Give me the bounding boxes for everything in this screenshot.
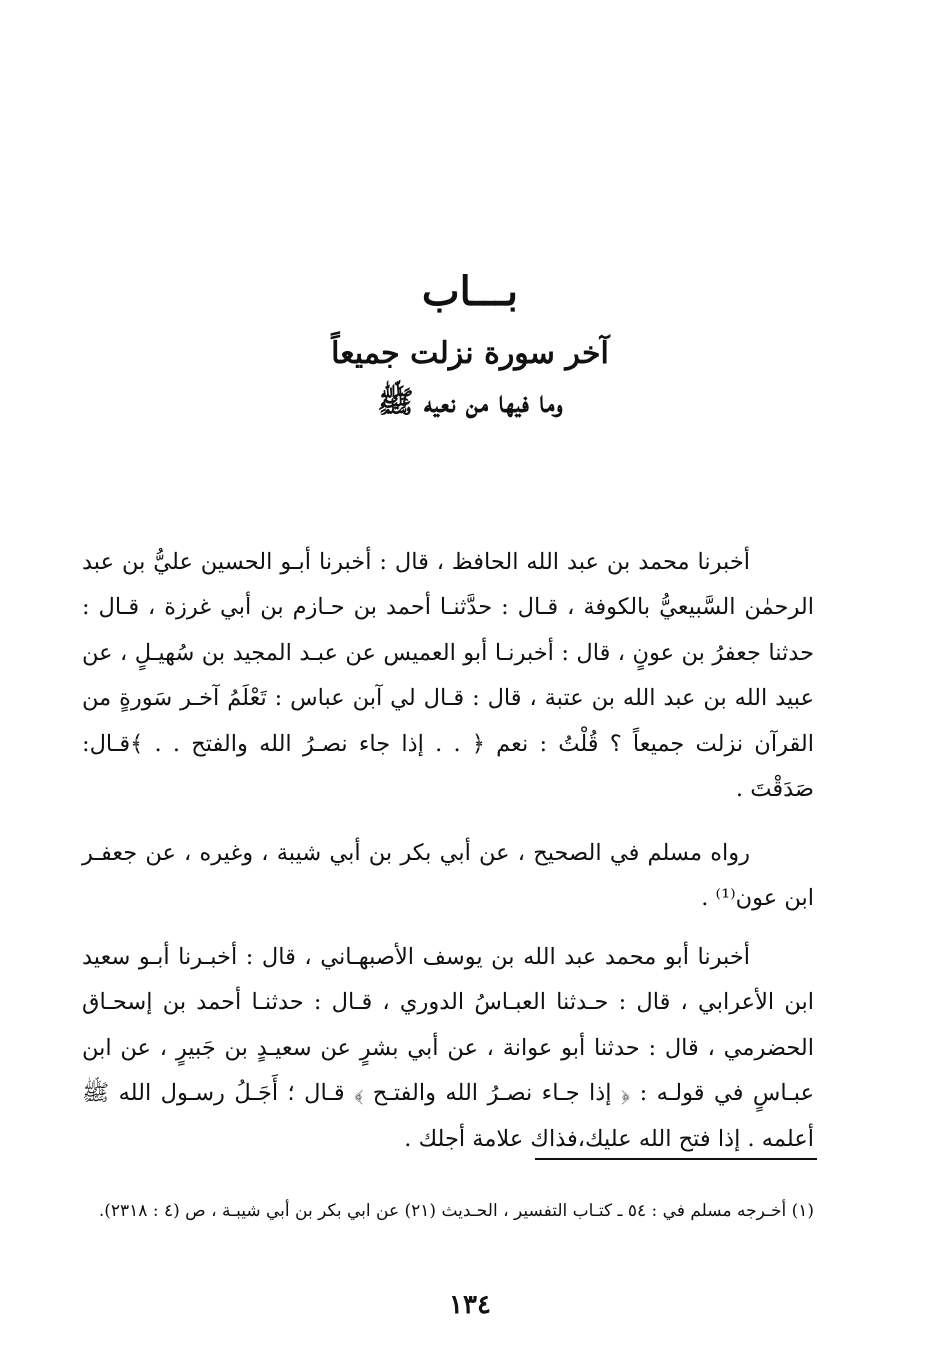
footnote-separator — [535, 1158, 817, 1160]
paragraph-2: رواه مسلم في الصحيح ، عن أبي بكر بن أبي شيبة ، وغيره ، عن جعفـر ابن عون⁽¹⁾ . — [82, 839, 814, 912]
chapter-title-line-1: آخر سورة نزلت جميعاً — [331, 336, 609, 371]
chapter-heading: بـــاب — [421, 268, 519, 315]
page-number: ١٣٤ — [449, 1290, 491, 1320]
chapter-title-line-2: وما فيها من نعيه ﷺ — [377, 385, 563, 420]
paragraph-3: أخبرنا أبو محمد عبد الله بن يوسف الأصبهـاني ، قال : أخبـرنا أبـو سعيد ابن الأعرابي ، قال : حـدثنا العبـاسُ الدوري ، قـال : حدثنـا أحمد بن إسحـاق الحضرمي ، قال : حدثنا أبو عوانة ، عن أبي بشرٍ عن سعيـدٍ بن جَبيرٍ ، عن ابن عبـاسٍ في قولـه : ﴿ إذا جـاء نصـرُ الله والفتـح ﴾ قـال ؛ أَجَـلُ رسـول الله ﷺ أعلمه . إذا فتح الله عليك،فذاك علامة أجلك . — [82, 943, 814, 1152]
footnote: (١) أخـرجه مسلم في : ٥٤ ـ كتـاب التفسير ، الحـديث (٢١) عن ابي بكر بن أبي شيبـة ، ص (٤ : ٢٣١٨). — [98, 1201, 814, 1221]
paragraph-1: أخبرنا محمد بن عبد الله الحافظ ، قال : أخبرنا أبـو الحسين عليُّ بن عبد الرحمٰن السَّبيعيُّ بالكوفة ، قـال : حدَّثنـا أحمد بن حـازم بن أبي غرزة ، قـال : حدثنا جعفرُ بن عونٍ ، قال : أخبرنـا أبو العميس عن عبـد المجيد بن سُهيـلٍ ، عن عبيد الله بن عبد الله بن عتبة ، قال : قـال لي آبن عباس : تَعْلَمُ آخـر سَورةٍ من القرآن نزلت جميعاً ؟ قُلْتُ : نعم ﴿ . . إذا جاء نصـرُ الله والفتح . . ﴾قـال: صَدَقْتَ . — [82, 548, 814, 803]
